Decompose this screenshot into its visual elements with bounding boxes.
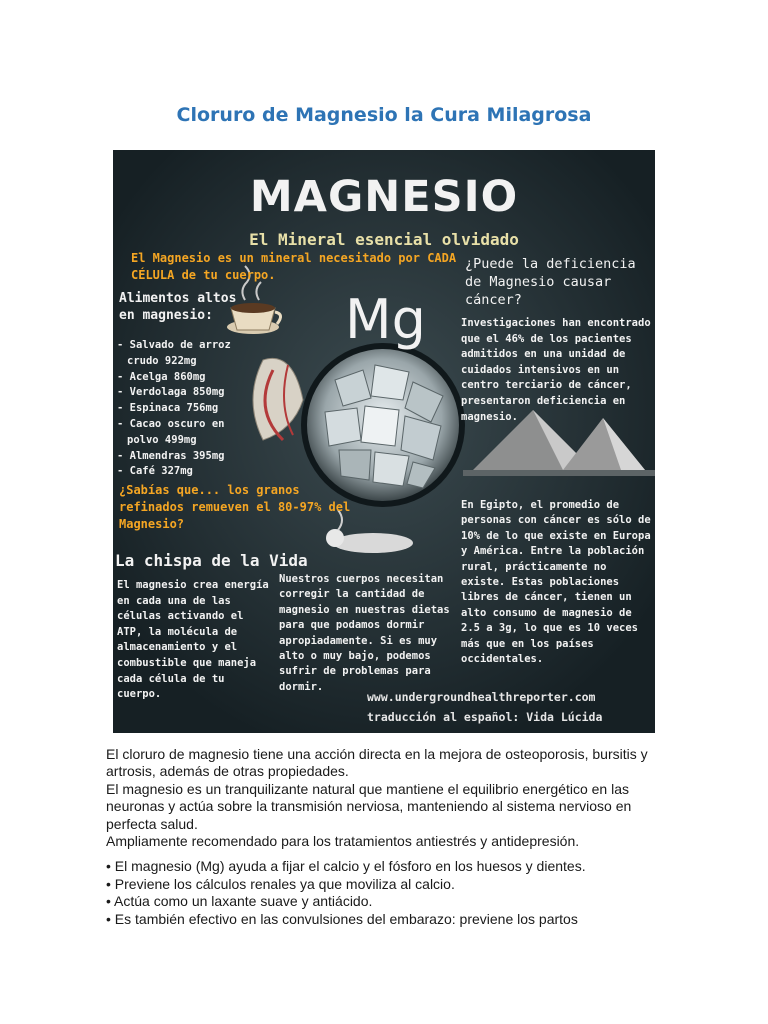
food-item: - Cacao oscuro en polvo 499mg: [117, 417, 225, 446]
magnesium-symbol: Mg: [345, 288, 426, 351]
food-item: - Café 327mg: [117, 465, 193, 478]
article-body: [106, 746, 666, 928]
energy-text: El magnesio crea energía en cada una de las células activando el ATP, la molécula de almacenamiento y el combustible que maneja cada célula de tu cuerpo.: [117, 579, 269, 701]
food-item: - Espinaca 756mg: [117, 402, 219, 415]
poster-lead-text: El Magnesio es un mineral necesitado por CADA CÉLULA de tu cuerpo.: [131, 251, 457, 282]
translation-credit: traducción al español: Vida Lúcida: [367, 710, 603, 724]
food-item: - Verdolaga 850mg: [117, 386, 225, 399]
chispa-heading: La chispa de la Vida: [115, 551, 308, 570]
foods-heading: Alimentos altos en magnesio:: [119, 291, 237, 323]
foods-list: [117, 338, 257, 480]
list-item: • Es también efectivo en las convulsiones del embarazo: previene los partos: [106, 910, 578, 927]
page-title: Cloruro de Magnesio la Cura Milagrosa: [176, 104, 592, 126]
benefits-list: [106, 858, 666, 928]
paragraph: Ampliamente recomendado para los tratamientos antiestrés y antidepresión.: [106, 833, 580, 850]
egypt-text: En Egipto, el promedio de personas con cáncer es sólo de 10% de lo que existe en Europa y América. Entre la población rural, prácticamente no existe. Estas poblaciones libres de cáncer, tienen un alto consumo de magnesio de 2.5 a 3g, lo que es 10 veces más que en los países occidentales.: [461, 499, 651, 666]
paragraph: El cloruro de magnesio tiene una acción directa en la mejora de osteoporosis, bursitis y artrosis, además de otras propiedades.: [106, 746, 648, 780]
magnesium-infographic: [113, 150, 655, 733]
poster-heading: MAGNESIO: [249, 172, 519, 222]
food-item: - Salvado de arroz crudo 922mg: [117, 339, 231, 367]
source-url: www.undergroundhealthreporter.com: [367, 690, 596, 704]
sleep-text: Nuestros cuerpos necesitan corregir la cantidad de magnesio en nuestras dietas para que podamos dormir apropiadamente. Si es muy alto o muy bajo, podemos sufrir de problemas para dormir.: [279, 573, 450, 693]
poster-question: ¿Puede la deficiencia de Magnesio causar cáncer?: [465, 256, 636, 308]
paragraph: El magnesio es un tranquilizante natural que mantiene el equilibrio energético en las neuronas y actúa sobre la transmisión nerviosa, manteniendo al sistema nervioso en perfecta salud.: [106, 780, 632, 832]
food-item: - Acelga 860mg: [117, 370, 206, 383]
list-item: • Previene los cálculos renales ya que moviliza al calcio.: [106, 875, 455, 892]
sabias-text: ¿Sabías que... los granos refinados remueven el 80-97% del Magnesio?: [119, 483, 351, 531]
list-item: • Actúa como un laxante suave y antiácido.: [106, 893, 373, 910]
investigation-text: Investigaciones han encontrado que el 46% de los pacientes admitidos en una unidad de cuidados intensivos en un centro terciario de cáncer, presentaron deficiencia en magnesio.: [461, 317, 651, 423]
list-item: • El magnesio (Mg) ayuda a fijar el calcio y el fósforo en los huesos y dientes.: [106, 858, 586, 875]
poster-subheading: El Mineral esencial olvidado: [249, 230, 519, 249]
food-item: - Almendras 395mg: [117, 449, 225, 462]
